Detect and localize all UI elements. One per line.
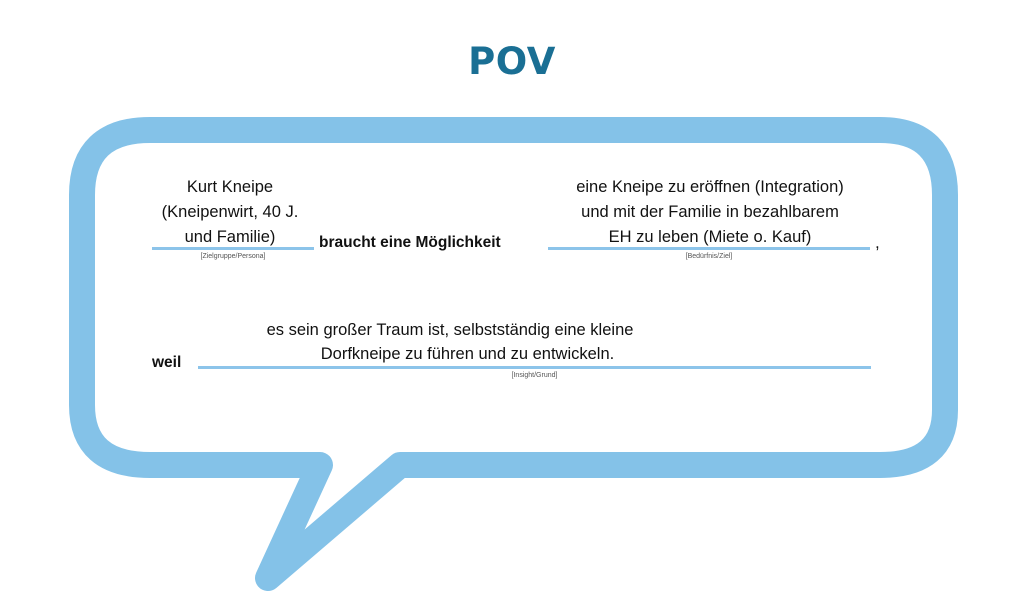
insight-underline [198, 366, 871, 369]
connector-text: braucht eine Möglichkeit [319, 234, 501, 251]
persona-caption: [Zielgruppe/Persona] [200, 253, 266, 260]
need-line: und mit der Familie in bezahlbarem [581, 203, 839, 221]
need-text [535, 175, 885, 250]
page-title: POV [468, 40, 556, 83]
need-underline [548, 247, 870, 250]
insight-line: es sein großer Traum ist, selbstständig eine kleine [266, 321, 634, 339]
need-line: EH zu leben (Miete o. Kauf) [608, 228, 812, 246]
persona-line: (Kneipenwirt, 40 J. [161, 203, 299, 221]
comma: , [875, 233, 880, 252]
because-label: weil [152, 354, 182, 371]
persona-line: Kurt Kneipe [186, 178, 274, 196]
persona-text [130, 175, 330, 250]
need-line: eine Kneipe zu eröffnen (Integration) [576, 178, 844, 196]
persona-underline [152, 247, 314, 250]
persona-line: und Familie) [184, 228, 276, 246]
insight-caption: [Insight/Grund] [511, 372, 558, 379]
insight-text [200, 318, 700, 366]
need-caption: [Bedürfnis/Ziel] [685, 253, 733, 260]
insight-line: Dorfkneipe zu führen und zu entwickeln. [320, 345, 615, 363]
